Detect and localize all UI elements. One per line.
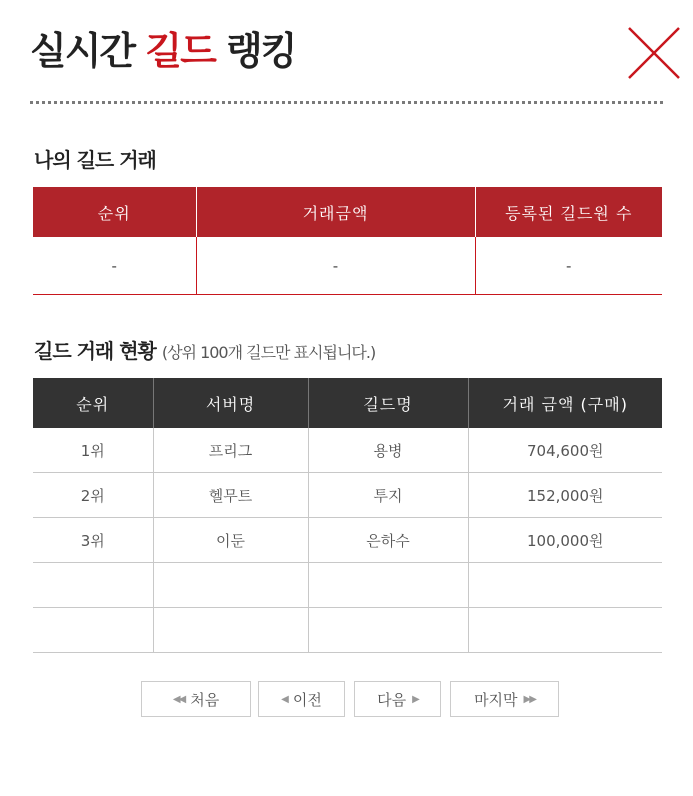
column-header-rank: 순위 — [33, 187, 196, 237]
table-cell — [153, 563, 308, 608]
next-page-label: 다음 — [377, 690, 407, 709]
table-cell: 헬무트 — [153, 473, 308, 518]
table-row — [33, 518, 662, 563]
table-cell — [468, 563, 662, 608]
table-cell — [468, 608, 662, 653]
double-right-arrow-icon: ▶▶ — [523, 693, 535, 705]
first-page-label: 처음 — [190, 690, 220, 709]
table-cell — [33, 563, 153, 608]
table-cell: - — [33, 237, 196, 295]
first-page-button[interactable] — [141, 681, 251, 717]
table-cell — [308, 563, 468, 608]
close-icon — [627, 26, 681, 80]
table-cell: 투지 — [308, 473, 468, 518]
table-cell: 152,000원 — [468, 473, 662, 518]
table-cell: 이둔 — [153, 518, 308, 563]
my-guild-header-row — [33, 187, 662, 237]
table-cell: - — [475, 237, 662, 295]
table-row — [33, 473, 662, 518]
status-header-row — [33, 378, 662, 428]
table-cell: 100,000원 — [468, 518, 662, 563]
next-page-button[interactable] — [354, 681, 441, 717]
table-cell: 1위 — [33, 428, 153, 473]
column-header-rank: 순위 — [33, 378, 153, 428]
column-header-guild: 길드명 — [308, 378, 468, 428]
column-header-trade-amount: 거래 금액 (구매) — [468, 378, 662, 428]
table-cell — [308, 608, 468, 653]
guild-status-note: (상위 100개 길드만 표시됩니다.) — [161, 343, 376, 362]
my-guild-title: 나의 길드 거래 — [34, 148, 156, 172]
prev-page-button[interactable] — [258, 681, 345, 717]
table-row — [33, 608, 662, 653]
table-cell: 용병 — [308, 428, 468, 473]
table-cell: 은하수 — [308, 518, 468, 563]
guild-status-table — [33, 378, 662, 653]
table-cell: 704,600원 — [468, 428, 662, 473]
right-arrow-icon: ▶ — [412, 693, 418, 705]
title-suffix: 랭킹 — [214, 29, 296, 73]
prev-page-label: 이전 — [292, 690, 322, 709]
column-header-server: 서버명 — [153, 378, 308, 428]
double-left-arrow-icon: ◀◀ — [172, 693, 185, 705]
title-accent: 길드 — [145, 29, 215, 73]
left-arrow-icon: ◀ — [281, 693, 287, 705]
title-prefix: 실시간 — [30, 29, 146, 73]
last-page-button[interactable] — [450, 681, 559, 717]
column-header-members: 등록된 길드원 수 — [475, 187, 662, 237]
table-row — [33, 428, 662, 473]
table-cell: 2위 — [33, 473, 153, 518]
guild-status-title — [34, 338, 375, 366]
table-cell: - — [196, 237, 475, 295]
close-button[interactable] — [627, 26, 681, 80]
dotted-divider — [30, 101, 663, 104]
guild-status-title-text: 길드 거래 현황 — [34, 339, 156, 363]
last-page-label: 마지막 — [474, 690, 518, 709]
my-guild-table — [33, 187, 662, 295]
column-header-amount: 거래금액 — [196, 187, 475, 237]
page-title — [30, 26, 295, 76]
table-row — [33, 563, 662, 608]
table-row — [33, 237, 662, 295]
table-cell — [33, 608, 153, 653]
table-cell: 프리그 — [153, 428, 308, 473]
table-cell: 3위 — [33, 518, 153, 563]
table-cell — [153, 608, 308, 653]
